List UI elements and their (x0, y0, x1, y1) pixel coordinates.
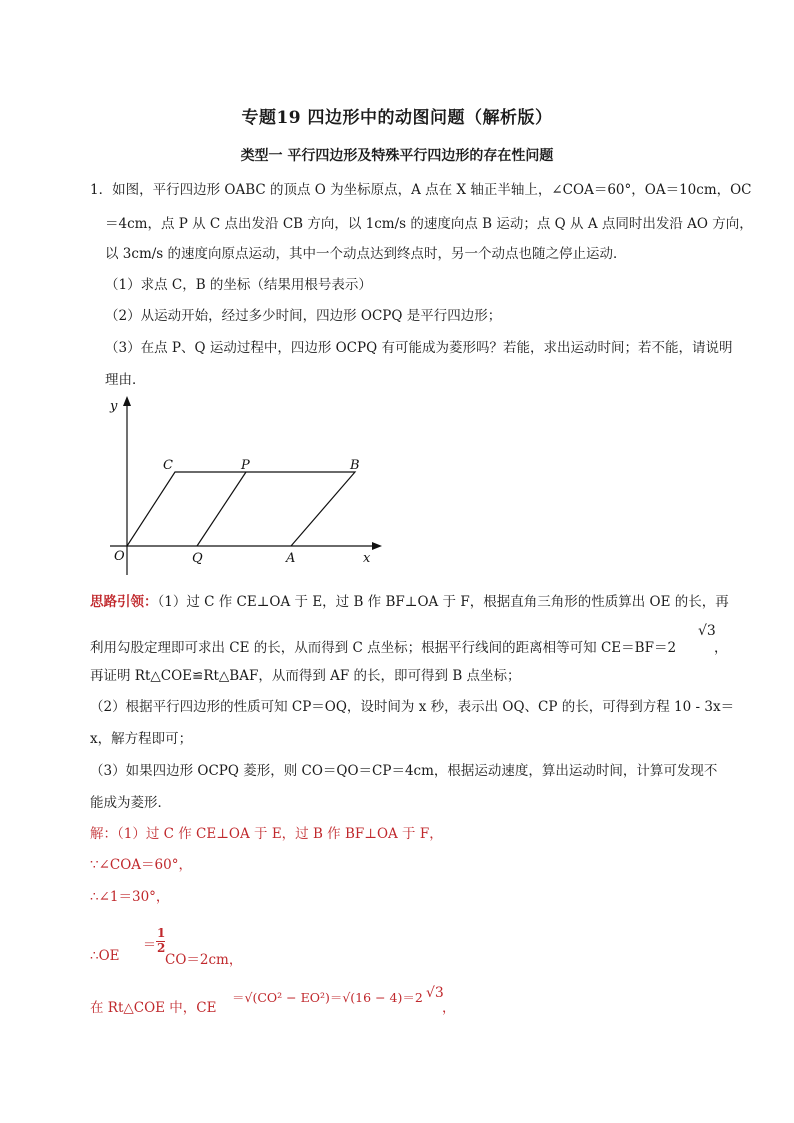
solution-fraction-numerator: 1 (157, 926, 166, 940)
segment-qp (197, 472, 246, 546)
label-y: y (110, 399, 118, 414)
solution-line-4b: CO＝2cm， (165, 952, 243, 968)
hint-text-1: （1）过 C 作 CE⊥OA 于 E，过 B 作 BF⊥OA 于 F，根据直角三角形的性质算出 OE 的长，再 (157, 594, 729, 610)
question-3-line-1: （3）在点 P、Q 运动过程中，四边形 OCPQ 有可能成为菱形吗？若能，求出运动时间；若不能，请说明 (105, 340, 733, 356)
problem-line-3: 以 3cm/s 的速度向原点运动，其中一个动点达到终点时，另一个动点也随之停止运动． (105, 246, 627, 262)
label-b: B (350, 458, 360, 473)
page-title: 专题19 四边形中的动图问题（解析版） (241, 108, 553, 128)
solution-fraction-equals: ＝ (143, 938, 157, 953)
section-subtitle: 类型一 平行四边形及特殊平行四边形的存在性问题 (240, 148, 554, 164)
hint-comma: ， (714, 640, 728, 656)
hint-line-3: 再证明 Rt△COE≌Rt△BAF，从而得到 AF 的长，即可得到 B 点坐标； (90, 668, 521, 684)
hint-label: 思路引领： (90, 594, 158, 610)
solution-line-1: 解：（1）过 C 作 CE⊥OA 于 E，过 B 作 BF⊥OA 于 F， (90, 826, 443, 842)
question-2: （2）从运动开始，经过多少时间，四边形 OCPQ 是平行四边形； (105, 308, 502, 324)
solution-fraction-denominator: 2 (157, 941, 166, 955)
parallelogram-figure (100, 390, 400, 580)
question-3-line-2: 理由． (105, 372, 146, 388)
y-axis-arrow (123, 396, 131, 406)
solution-line-2: ∵∠COA＝60°， (90, 857, 192, 873)
solution-line-5a: 在 Rt△COE 中，CE (90, 1000, 217, 1016)
solution-line-3: ∴∠1＝30°， (90, 889, 170, 905)
solution-sqrt3: √3 (426, 985, 444, 1001)
hint-line-2 (90, 636, 676, 656)
solution-line-4a: ∴OE (90, 948, 120, 964)
hint-line-6: （3）如果四边形 OCPQ 菱形，则 CO＝QO＝CP＝4cm，根据运动速度，算出运动时间，计算可发现不 (90, 763, 718, 779)
label-a: A (286, 551, 296, 566)
hint-text-2: 利用勾股定理即可求出 CE 的长，从而得到 C 点坐标；根据平行线间的距离相等可知 CE＝BF＝2 (90, 640, 677, 656)
hint-line-5: x，解方程即可； (90, 731, 193, 747)
hint-sqrt3: √3 (698, 623, 716, 639)
label-x: x (363, 551, 371, 566)
solution-comma: ， (442, 1000, 456, 1016)
problem-line-2: ＝4cm，点 P 从 C 点出发沿 CB 方向，以 1cm/s 的速度向点 B 运动；点 Q 从 A 点同时出发沿 AO 方向， (105, 216, 753, 232)
x-axis-arrow (372, 542, 382, 550)
label-o: O (114, 549, 125, 564)
hint-line-7: 能成为菱形． (90, 795, 171, 811)
question-1: （1）求点 C，B 的坐标（结果用根号表示） (105, 277, 372, 293)
label-q: Q (192, 551, 203, 566)
solution-line-5b: ＝√(CO² − EO²)＝√(16 − 4)＝2 (232, 990, 423, 1005)
label-c: C (163, 458, 173, 473)
problem-line-1: 1．如图，平行四边形 OABC 的顶点 O 为坐标原点，A 点在 X 轴正半轴上，∠COA＝60°，OA＝10cm，OC (90, 182, 752, 198)
label-p: P (241, 458, 250, 473)
hint-line-4: （2）根据平行四边形的性质可知 CP＝OQ，设时间为 x 秒，表示出 OQ、CP 的长，可得到方程 10 - 3x＝ (90, 699, 735, 715)
hint-line-1 (90, 590, 729, 610)
parallelogram-outline (127, 472, 355, 546)
